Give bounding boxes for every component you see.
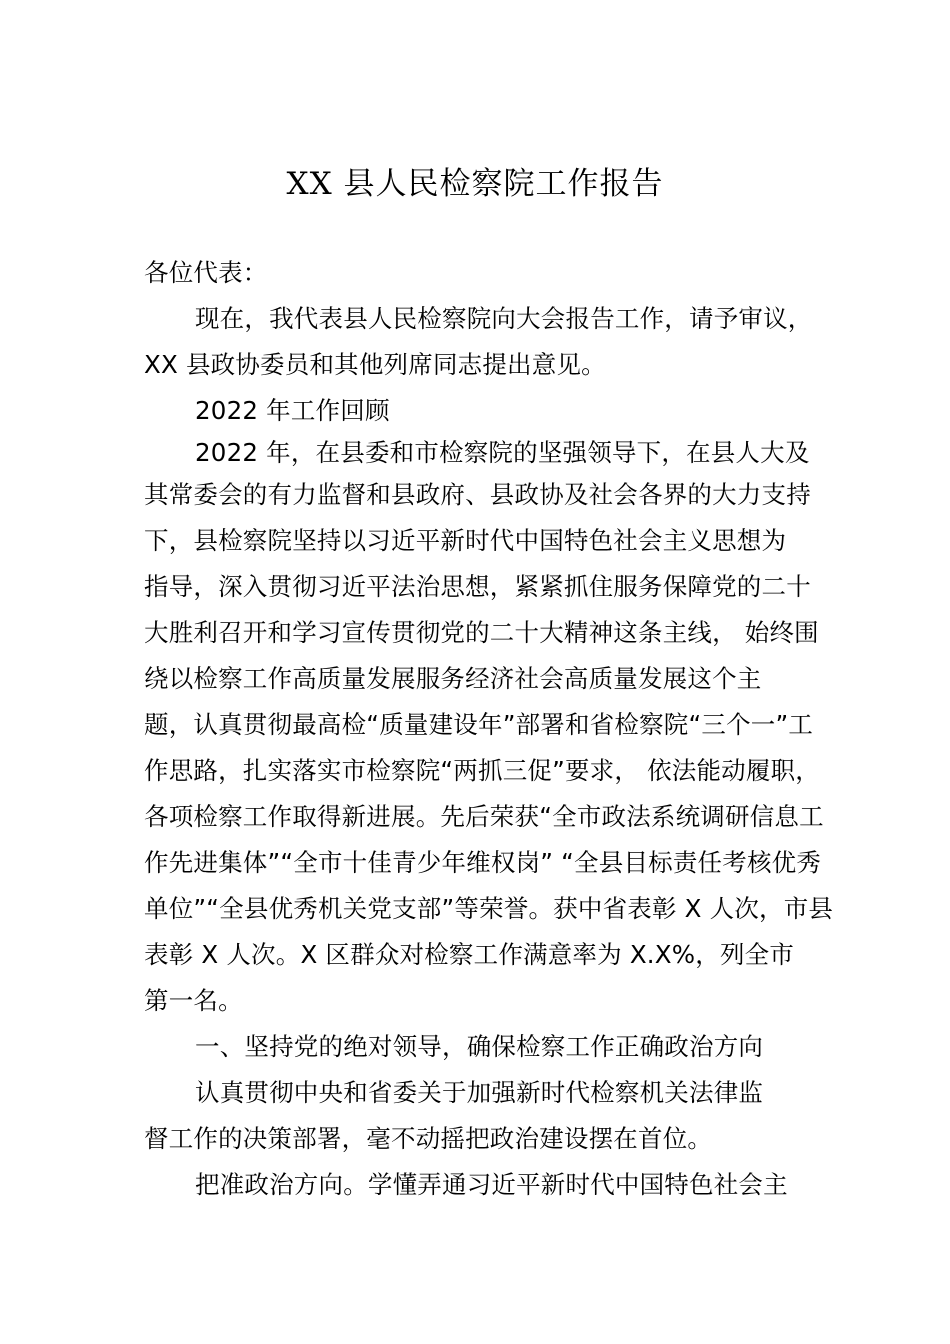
paragraph-line: 现在，我代表县人民检察院向大会报告工作，请予审议，	[195, 304, 813, 333]
salutation: 各位代表：	[144, 258, 268, 287]
paragraph-line: 单位”“全县优秀机关党支部”等荣誉。获中省表彰 X 人次，市县	[144, 894, 834, 923]
paragraph-line: 绕以检察工作高质量发展服务经济社会高质量发展这个主	[144, 664, 762, 693]
paragraph-line: 表彰 X 人次。X 区群众对检察工作满意率为 X.X%，列全市	[144, 940, 795, 969]
paragraph-line: 大胜利召开和学习宣传贯彻党的二十大精神这条主线， 始终围	[144, 618, 819, 647]
paragraph-line: 把准政治方向。学懂弄通习近平新时代中国特色社会主	[195, 1170, 788, 1199]
section-heading: 2022 年工作回顾	[195, 396, 390, 425]
paragraph-line: 指导，深入贯彻习近平法治思想，紧紧抓住服务保障党的二十	[144, 572, 811, 601]
paragraph-line: XX 县政协委员和其他列席同志提出意见。	[144, 350, 606, 379]
section-heading: 一、坚持党的绝对领导，确保检察工作正确政治方向	[195, 1032, 764, 1061]
paragraph-line: 认真贯彻中央和省委关于加强新时代检察机关法律监	[195, 1078, 764, 1107]
paragraph-line: 2022 年，在县委和市检察院的坚强领导下，在县人大及	[195, 438, 810, 467]
paragraph-line: 作先进集体”“全市十佳青少年维权岗” “全县目标责任考核优秀	[144, 848, 822, 877]
paragraph-line: 下，县检察院坚持以习近平新时代中国特色社会主义思想为	[144, 526, 787, 555]
paragraph-line: 督工作的决策部署，毫不动摇把政治建设摆在首位。	[144, 1124, 713, 1153]
paragraph-line: 第一名。	[144, 986, 243, 1015]
paragraph-line: 题，认真贯彻最高检“质量建设年”部署和省检察院“三个一”工	[144, 710, 814, 739]
paragraph-line: 其常委会的有力监督和县政府、县政协及社会各界的大力支持	[144, 480, 811, 509]
document-title: XX 县人民检察院工作报告	[286, 166, 664, 202]
paragraph-line: 各项检察工作取得新进展。先后荣获“全市政法系统调研信息工	[144, 802, 824, 831]
paragraph-line: 作思路，扎实落实市检察院“两抓三促”要求， 依法能动履职，	[144, 756, 820, 785]
